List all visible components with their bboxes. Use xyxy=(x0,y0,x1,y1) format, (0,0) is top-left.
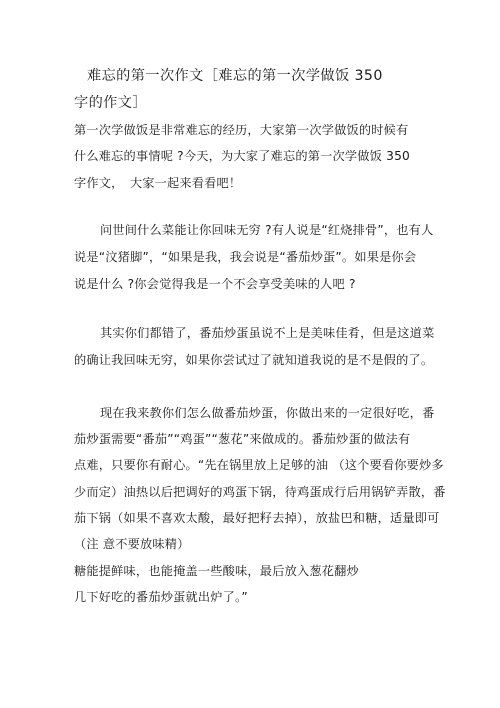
title-line-1: 难忘的第一次作文［难忘的第一次学做饭 350 xyxy=(87,68,383,84)
p3-line-6: （注 意不要放味精） xyxy=(74,537,190,551)
p3-line-5: 茄下锅（如果不喜欢太酸，最好把籽去掉），放盐巴和糖，适量即可 xyxy=(74,511,440,525)
p3-line-4: 少而定）油热以后把调好的鸡蛋下锅，待鸡蛋成行后用锅铲弄散，番 xyxy=(74,485,446,499)
p1-line-1: 问世间什么菜能让你回味无穷 ?有人说是“红烧排骨”，也有人 xyxy=(100,223,434,237)
p2-line-1: 其实你们都错了，番茄炒蛋虽说不上是美味佳肴，但是这道菜 xyxy=(100,326,435,340)
intro-line-2: 什么难忘的事情呢 ?今天，为大家了难忘的第一次学做饭 350 xyxy=(74,149,410,163)
title-line-2: 字的作文］ xyxy=(74,95,147,111)
intro-line-1: 第一次学做饭是非常难忘的经历，大家第一次学做饭的时候有 xyxy=(74,123,409,137)
p1-line-2: 说是“汶猪脚”，“如果是我，我会说是“番茄炒蛋”。如果是你会 xyxy=(74,250,417,264)
p3-line-1: 现在我来教你们怎么做番茄炒蛋，你做出来的一定很好吃，番 xyxy=(100,406,435,420)
p3-line-8: 几下好吃的番茄炒蛋就出炉了。” xyxy=(74,590,248,604)
p3-line-2: 茄炒蛋需要“番茄”“鸡蛋”“葱花”来做成的。番茄炒蛋的做法有 xyxy=(74,432,411,446)
intro-line-3: 字作文， 大家一起来看看吧！ xyxy=(74,176,242,190)
p3-line-3: 点难，只要你有耐心。“先在锅里放上足够的油 （这个要看你要炒多 xyxy=(74,458,444,472)
p1-line-3: 说是什么 ?你会觉得我是一个不会享受美味的人吧 ? xyxy=(74,277,356,291)
p2-line-2: 的确让我回味无穷，如果你尝试过了就知道我说的是不是假的了。 xyxy=(74,353,434,367)
p3-line-7: 糖能提鲜味，也能掩盖一些酸味，最后放入葱花翻炒 xyxy=(74,564,359,578)
